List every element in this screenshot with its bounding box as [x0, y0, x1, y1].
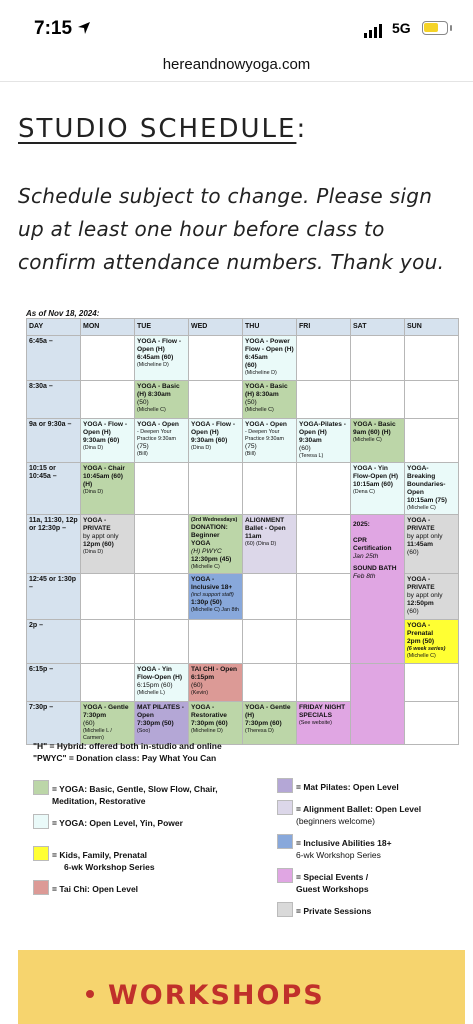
legend-item: = YOGA: Open Level, Yin, Power [33, 814, 243, 830]
header-cell: SUN [405, 319, 459, 336]
class-cell: YOGA - Power Flow - Open (H) 6:45am (60) (Micheline D) [243, 336, 297, 381]
legend-notes [33, 740, 222, 764]
special-events-cell [351, 664, 405, 745]
class-cell: YOGA - Open - Deepen Your Practice 9:30am (75) (Bill) [135, 419, 189, 463]
empty-cell [405, 381, 459, 419]
class-cell: MAT PILATES - Open 7:30pm (50) (Soo) [135, 702, 189, 745]
url-text[interactable]: hereandnowyoga.com [162, 56, 311, 73]
legend-swatch [277, 778, 293, 793]
signal-icon [364, 24, 382, 38]
empty-cell [297, 336, 351, 381]
schedule-row [27, 664, 459, 702]
time-cell: 11a, 11:30, 12p or 12:30p – [27, 515, 81, 574]
time-cell: 2p – [27, 620, 81, 664]
schedule-notice: Schedule subject to change. Please sign up at least one hour before class to confirm attendance numbers. Thank you. [18, 184, 445, 274]
class-cell: YOGA - PRIVATE by appt only 12:50pm (60) [405, 574, 459, 620]
empty-cell [297, 574, 351, 620]
class-cell: YOGA - Flow - Open (H) 9:30am (60) (Dina D) [189, 419, 243, 463]
legend-item: = Kids, Family, Prenatal 6-wk Workshop Series [33, 846, 243, 873]
class-cell: TAI CHI - Open 6:15pm (60) (Kevin) [189, 664, 243, 702]
battery-icon [422, 21, 448, 35]
empty-cell [135, 574, 189, 620]
time-cell: 8:30a – [27, 381, 81, 419]
class-cell: YOGA - Flow - Open (H) 9:30am (60) (Dina D) [81, 419, 135, 463]
schedule-row [27, 463, 459, 515]
empty-cell [297, 463, 351, 515]
legend-swatch [33, 814, 49, 829]
empty-cell [135, 463, 189, 515]
header-cell: SAT [351, 319, 405, 336]
header-cell: MON [81, 319, 135, 336]
legend-item: = Private Sessions [277, 902, 467, 918]
empty-cell [135, 620, 189, 664]
legend-item: = Inclusive Abilities 18+ 6-wk Workshop Series [277, 834, 467, 861]
legend-swatch [277, 902, 293, 917]
empty-cell [189, 463, 243, 515]
schedule-row [27, 419, 459, 463]
special-events-cell: 2025: CPR Certification Jan 25th SOUND BATH Feb 8th [351, 515, 405, 664]
class-cell: YOGA - Restorative 7:30pm (60) (Micheline D) [189, 702, 243, 745]
empty-cell [351, 381, 405, 419]
empty-cell [81, 664, 135, 702]
legend-item: = Alignment Ballet: Open Level (beginners welcome) [277, 800, 467, 827]
empty-cell [81, 381, 135, 419]
time-cell: 6:15p – [27, 664, 81, 702]
empty-cell [243, 574, 297, 620]
class-cell: YOGA - Gentle 7:30pm (60) (Michelle L / Carmen) [81, 702, 135, 745]
empty-cell [189, 381, 243, 419]
empty-cell [405, 336, 459, 381]
empty-cell [243, 463, 297, 515]
class-cell: FRIDAY NIGHT SPECIALS (See website) [297, 702, 351, 745]
schedule-row [27, 336, 459, 381]
page-title: STUDIO SCHEDULE: [18, 114, 308, 144]
empty-cell [81, 620, 135, 664]
empty-cell [297, 664, 351, 702]
empty-cell [243, 664, 297, 702]
empty-cell [81, 336, 135, 381]
empty-cell [297, 620, 351, 664]
workshops-section [18, 950, 465, 1024]
empty-cell [351, 336, 405, 381]
class-cell: YOGA - PRIVATE by appt only 11:45am (60) [405, 515, 459, 574]
empty-cell [81, 574, 135, 620]
status-bar [0, 0, 473, 52]
class-cell: YOGA - Chair 10:45am (60) (H) (Dina D) [81, 463, 135, 515]
schedule-header-row [27, 319, 459, 336]
location-arrow-icon [77, 21, 91, 35]
legend-swatch [277, 834, 293, 849]
legend-item: = Special Events / Guest Workshops [277, 868, 467, 895]
class-cell: YOGA - Open - Deepen Your Practice 9:30am (75) (Bill) [243, 419, 297, 463]
time-cell: 6:45a – [27, 336, 81, 381]
class-cell: YOGA-Breaking Boundaries-Open 10:15am (75) (Michelle C) [405, 463, 459, 515]
class-cell: YOGA - Basic (H) 8:30am (50) (Michelle C) [135, 381, 189, 419]
status-time: 7:15 [34, 18, 73, 39]
workshops-title: WORKSHOPS [108, 980, 325, 1011]
legend-swatch [277, 800, 293, 815]
header-cell: TUE [135, 319, 189, 336]
schedule-as-of: As of Nov 18, 2024: [26, 309, 100, 318]
class-cell: YOGA - Yin Flow-Open (H) 6:15pm (60) (Michelle L) [135, 664, 189, 702]
class-cell: YOGA-Pilates - Open (H) 9:30am (60) (Teresa L) [297, 419, 351, 463]
empty-cell [297, 515, 351, 574]
legend-pwyc: "PWYC" = Donation class: Pay What You Can [33, 753, 217, 763]
time-cell: 10:15 or 10:45a – [27, 463, 81, 515]
header-cell: WED [189, 319, 243, 336]
legend-item: = Mat Pilates: Open Level [277, 778, 467, 794]
legend-swatch [33, 846, 49, 861]
network-label: 5G [392, 20, 411, 36]
empty-cell [405, 419, 459, 463]
url-bar[interactable] [0, 52, 473, 82]
legend-swatch [33, 880, 49, 895]
legend-item: = YOGA: Basic, Gentle, Slow Flow, Chair, Meditation, Restorative [33, 780, 243, 807]
schedule-table [26, 318, 459, 745]
class-cell: YOGA - Gentle (H) 7:30pm (60) (Theresa D) [243, 702, 297, 745]
header-cell: THU [243, 319, 297, 336]
class-cell: YOGA - Inclusive 18+ (incl support staff) 1:30p (50) (Michelle C) Jan 8th [189, 574, 243, 620]
legend-swatch [33, 780, 49, 795]
schedule-row [27, 515, 459, 574]
time-cell: 12:45 or 1:30p – [27, 574, 81, 620]
empty-cell [405, 702, 459, 745]
bullet-icon [86, 990, 94, 998]
empty-cell [297, 381, 351, 419]
class-cell: YOGA - Yin Flow-Open (H) 10:15am (60) (Dena C) [351, 463, 405, 515]
schedule-row [27, 381, 459, 419]
header-cell: FRI [297, 319, 351, 336]
class-cell: YOGA - Basic (H) 8:30am (50) (Michelle C) [243, 381, 297, 419]
class-cell: YOGA - Prenatal 2pm (50) (6 week series) (Michelle C) [405, 620, 459, 664]
empty-cell [189, 620, 243, 664]
legend-hybrid: "H" = Hybrid: offered both in-studio and online [33, 741, 222, 751]
empty-cell [135, 515, 189, 574]
legend-swatch [277, 868, 293, 883]
header-cell: DAY [27, 319, 81, 336]
empty-cell [243, 620, 297, 664]
class-cell: YOGA - PRIVATE by appt only 12pm (60) (Dina D) [81, 515, 135, 574]
time-cell: 7:30p – [27, 702, 81, 745]
class-cell: YOGA - Flow - Open (H) 6:45am (60) (Micheline D) [135, 336, 189, 381]
legend-item: = Tai Chi: Open Level [33, 880, 243, 896]
empty-cell [405, 664, 459, 702]
class-cell: (3rd Wednesdays) DONATION: Beginner YOGA (H) PWYC 12:30pm (45) (Michelle C) [189, 515, 243, 574]
class-cell: ALIGNMENT Ballet - Open 11am (60) (Dina D) [243, 515, 297, 574]
empty-cell [189, 336, 243, 381]
time-cell: 9a or 9:30a – [27, 419, 81, 463]
class-cell: YOGA - Basic 9am (60) (H) (Michelle C) [351, 419, 405, 463]
